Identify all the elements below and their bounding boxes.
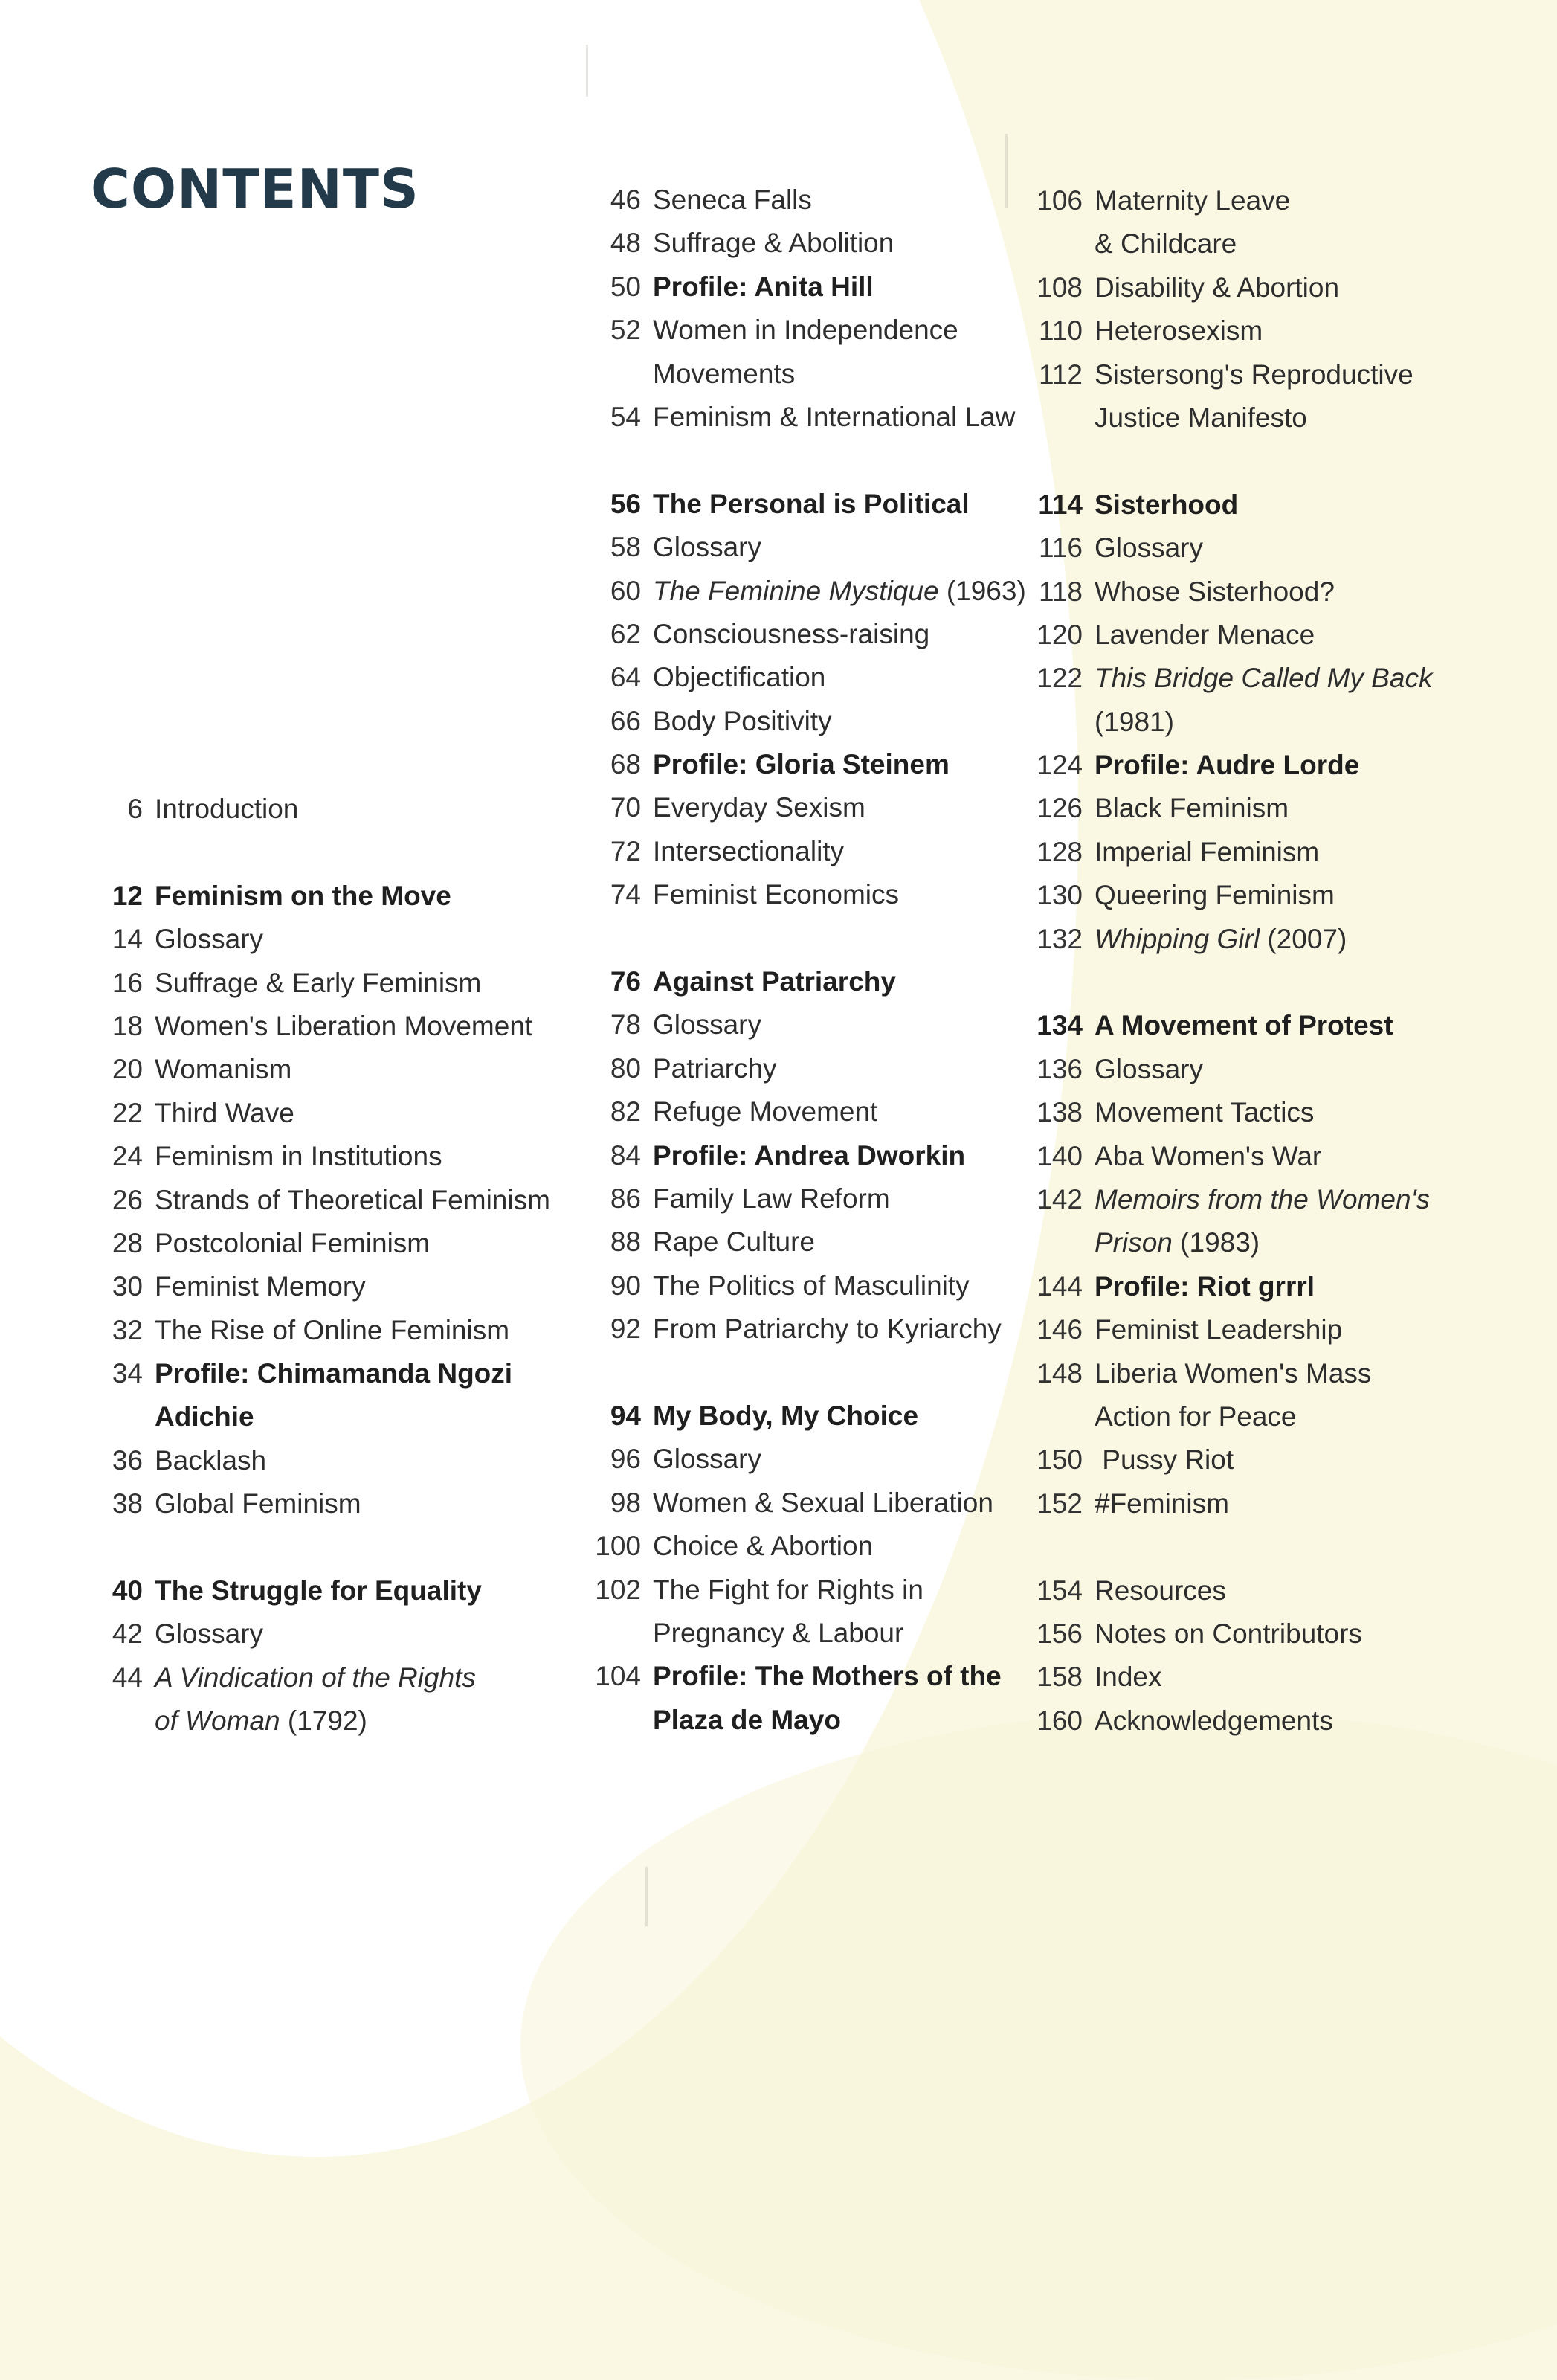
- page-number: 42: [112, 1618, 143, 1650]
- entry-title-text: The Personal is Political: [653, 488, 970, 519]
- entry-title-text: Aba Women's War: [1095, 1140, 1322, 1171]
- page-number: 86: [610, 1183, 641, 1214]
- page-number: 58: [610, 532, 641, 563]
- entry-title-text: Pussy Riot: [1095, 1444, 1234, 1476]
- page-number: 36: [112, 1444, 143, 1476]
- entry-title-text: The Rise of Online Feminism: [155, 1314, 510, 1345]
- page-number: 18: [112, 1010, 143, 1041]
- entry-title-continuation: [1095, 1395, 1296, 1438]
- toc-entry[interactable]: [0, 831, 1432, 874]
- page-number: 74: [610, 879, 641, 910]
- page-number: 156: [1037, 1618, 1083, 1649]
- entry-title: [1095, 309, 1263, 353]
- entry-title-text: Feminism in Institutions: [155, 1141, 442, 1172]
- entry-title: [1095, 570, 1335, 614]
- entry-title: [1095, 1308, 1342, 1351]
- entry-continuation-text: Pregnancy & Labour: [653, 1617, 904, 1648]
- entry-title-text: Lavender Menace: [1095, 619, 1315, 650]
- entry-title: [1095, 266, 1339, 309]
- page-number: 34: [112, 1358, 143, 1389]
- page-number: 30: [112, 1271, 143, 1302]
- entry-title-text: Profile: Audre Lorde: [1095, 750, 1360, 781]
- entry-title-text: Introduction: [155, 794, 299, 824]
- entry-title-text: Patriarchy: [653, 1052, 777, 1084]
- entry-title-text: Feminism & International Law: [653, 401, 1016, 432]
- page-number: 134: [1037, 1010, 1083, 1041]
- page-number: 50: [610, 271, 641, 302]
- entry-title-text: Postcolonial Feminism: [155, 1227, 431, 1258]
- page-number: 96: [610, 1444, 641, 1475]
- entry-title: [1095, 1569, 1226, 1612]
- page-number: 136: [1037, 1053, 1083, 1084]
- entry-title-italic: The Feminine Mystique: [653, 575, 939, 606]
- toc-entry[interactable]: [0, 1656, 1432, 1699]
- entry-title-text: Global Feminism: [155, 1488, 361, 1519]
- page-number: 88: [610, 1226, 641, 1258]
- page-number: 148: [1037, 1357, 1083, 1389]
- toc-entry[interactable]: [0, 1699, 1432, 1743]
- page-number: 112: [1039, 358, 1083, 390]
- toc-entry[interactable]: [0, 179, 1432, 266]
- entry-title-text: Glossary: [653, 532, 761, 563]
- entry-title-italic: A Vindication of the Rights: [155, 1662, 476, 1693]
- page-number: 46: [610, 184, 641, 215]
- entry-title-year: (2007): [1260, 923, 1347, 954]
- entry-title: [1095, 527, 1203, 570]
- entry-title-text: Profile: Chimamanda Ngozi: [155, 1358, 513, 1389]
- entry-title-text: Suffrage & Early Feminism: [155, 967, 482, 998]
- entry-title: [1095, 1352, 1371, 1395]
- toc-entry[interactable]: [0, 1135, 1432, 1178]
- page-number: 106: [1037, 185, 1083, 216]
- entry-title-text: Glossary: [653, 1009, 761, 1041]
- entry-title-text: Feminism on the Move: [155, 880, 451, 911]
- entry-title-text: Refuge Movement: [653, 1096, 878, 1128]
- entry-title-text: Profile: The Mothers of the: [653, 1661, 1002, 1692]
- toc-entry[interactable]: [0, 614, 1432, 657]
- entry-continuation-text: Adichie: [155, 1401, 254, 1432]
- page-number: 54: [610, 401, 641, 432]
- section-spacer: [0, 961, 1432, 1004]
- page-number: 100: [595, 1531, 641, 1562]
- page-number: 158: [1037, 1662, 1083, 1693]
- entry-title: [1095, 1438, 1234, 1482]
- toc-entry[interactable]: [0, 527, 1432, 570]
- entry-title-text: Black Feminism: [1095, 793, 1289, 824]
- entry-title-text: Intersectionality: [653, 835, 845, 866]
- entry-title: [1095, 1656, 1162, 1699]
- entry-title-text: #Feminism: [1095, 1488, 1229, 1519]
- entry-title-text: Third Wave: [155, 1097, 294, 1128]
- entry-title-text: Glossary: [653, 1444, 761, 1475]
- entry-title-text: Profile: Anita Hill: [653, 271, 874, 302]
- entry-title: [1095, 1004, 1393, 1047]
- entry-title-italic: Whipping Girl: [1095, 923, 1260, 954]
- entry-continuation-text: Justice Manifesto: [1095, 402, 1307, 433]
- entry-title-continuation: [1095, 701, 1174, 744]
- toc-entry[interactable]: [0, 570, 1432, 614]
- entry-title-text: The Politics of Masculinity: [653, 1270, 970, 1301]
- entry-title-text: Sisterhood: [1095, 489, 1239, 520]
- page-number: 28: [112, 1227, 143, 1258]
- entry-title-text: Family Law Reform: [653, 1183, 890, 1214]
- entry-title: [1095, 1482, 1229, 1525]
- page-number: 118: [1039, 576, 1083, 607]
- entry-title: [1095, 1265, 1315, 1308]
- page-number: 48: [610, 228, 641, 259]
- entry-continuation-text: (1983): [1172, 1227, 1260, 1258]
- toc-entry[interactable]: [0, 874, 1432, 917]
- page-number: 150: [1037, 1444, 1083, 1476]
- page-number: 62: [610, 618, 641, 649]
- page-number: 104: [595, 1661, 641, 1692]
- entry-title-text: Feminist Memory: [155, 1271, 366, 1302]
- entry-title-text: The Fight for Rights in: [653, 1574, 923, 1605]
- page-number: 24: [112, 1141, 143, 1172]
- page-number: 138: [1037, 1097, 1083, 1128]
- toc-entry[interactable]: [0, 1438, 1432, 1482]
- entry-title-text: Sistersong's Reproductive: [1095, 358, 1413, 390]
- page-number: 114: [1038, 489, 1083, 520]
- section-spacer: [0, 1525, 1432, 1569]
- entry-title-text: From Patriarchy to Kyriarchy: [653, 1313, 1002, 1345]
- page-number: 40: [112, 1575, 143, 1606]
- entry-title-text: Consciousness-raising: [653, 618, 930, 649]
- page-number: 94: [610, 1400, 641, 1431]
- page-number: 22: [112, 1097, 143, 1128]
- page-number: 132: [1037, 923, 1083, 954]
- entry-title-text: Profile: Gloria Steinem: [653, 749, 950, 780]
- entry-title-text: Glossary: [1095, 533, 1203, 564]
- page-number: 102: [595, 1574, 641, 1605]
- entry-continuation-text: Movements: [653, 358, 796, 389]
- entry-title-text: Seneca Falls: [653, 184, 812, 215]
- toc-section-heading[interactable]: [0, 1004, 1432, 1047]
- page-number: 60: [610, 575, 641, 606]
- entry-title: [1095, 1178, 1430, 1221]
- entry-title-text: Imperial Feminism: [1095, 836, 1320, 867]
- toc-entry[interactable]: [0, 1048, 1432, 1091]
- page-number: 142: [1037, 1183, 1083, 1215]
- entry-title-text: Glossary: [155, 924, 263, 955]
- toc-entry[interactable]: [0, 1265, 1432, 1308]
- entry-title-text: Choice & Abortion: [653, 1531, 874, 1562]
- entry-title-text: Liberia Women's Mass: [1095, 1357, 1372, 1389]
- page-number: 76: [610, 966, 641, 997]
- page-number: 20: [112, 1054, 143, 1085]
- page-number: 124: [1037, 750, 1083, 781]
- entry-title-text: Womanism: [155, 1054, 292, 1085]
- page-number: 16: [112, 967, 143, 998]
- page-number: 26: [112, 1184, 143, 1215]
- entry-title: [1095, 1699, 1333, 1743]
- entry-title-continuation: [1095, 222, 1237, 266]
- entry-title-text: Heterosexism: [1095, 315, 1263, 347]
- page-number: 44: [112, 1662, 143, 1693]
- toc-entry[interactable]: [0, 266, 1432, 309]
- entry-title-text: My Body, My Choice: [653, 1400, 919, 1431]
- entry-title: [1095, 1135, 1321, 1178]
- entry-title: [1095, 483, 1238, 527]
- toc-entry[interactable]: [0, 1091, 1432, 1134]
- entry-title-text: Profile: Riot grrrl: [1095, 1270, 1315, 1302]
- entry-title: [1095, 874, 1335, 917]
- page-number: 92: [610, 1313, 641, 1345]
- entry-title-text: Notes on Contributors: [1095, 1618, 1362, 1649]
- entry-title-text: Resources: [1095, 1575, 1226, 1606]
- page-number: 72: [610, 835, 641, 866]
- entry-title-text: Index: [1095, 1662, 1162, 1693]
- entry-title: [1095, 787, 1289, 830]
- page-number: 12: [112, 880, 143, 911]
- page-number: 66: [610, 705, 641, 736]
- entry-title-text: Feminist Economics: [653, 879, 900, 910]
- toc-entry[interactable]: [0, 353, 1432, 440]
- entry-continuation-text: (1981): [1095, 706, 1174, 737]
- entry-continuation-text: & Childcare: [1095, 228, 1237, 260]
- page-number: 80: [610, 1052, 641, 1084]
- toc-entry[interactable]: [0, 787, 1432, 830]
- toc-entry[interactable]: [0, 1308, 1432, 1351]
- page-number: 68: [610, 749, 641, 780]
- entry-title-text: Rape Culture: [653, 1226, 816, 1258]
- page-title: CONTENTS: [91, 158, 419, 220]
- entry-title-text: Whose Sisterhood?: [1095, 576, 1335, 607]
- toc-column-right: [0, 179, 1432, 1743]
- entry-title-text: Body Positivity: [653, 705, 832, 736]
- toc-entry[interactable]: [0, 657, 1432, 744]
- entry-title-text: Women in Independence: [653, 315, 958, 346]
- page-number: 128: [1037, 836, 1083, 867]
- toc-section-heading[interactable]: [0, 483, 1432, 527]
- entry-continuation-italic: Prison: [1095, 1227, 1173, 1258]
- paper-scuff-mark: [586, 45, 588, 97]
- page-number: 160: [1037, 1705, 1083, 1736]
- entry-title-continuation: [1095, 1221, 1260, 1264]
- entry-title-italic: Memoirs from the Women's: [1095, 1183, 1431, 1215]
- entry-title: [1095, 1048, 1203, 1091]
- entry-title-text: A Movement of Protest: [1095, 1010, 1393, 1041]
- entry-title: [1095, 1091, 1314, 1134]
- toc-entry[interactable]: [0, 1569, 1432, 1612]
- entry-title-text: Maternity Leave: [1095, 185, 1291, 216]
- entry-title-text: Objectification: [653, 662, 826, 693]
- entry-title-text: Profile: Andrea Dworkin: [653, 1139, 966, 1171]
- toc-entry[interactable]: [0, 1482, 1432, 1525]
- entry-title-italic: This Bridge Called My Back: [1095, 663, 1433, 694]
- page-number: 98: [610, 1487, 641, 1518]
- page-number: 108: [1037, 271, 1083, 303]
- page-number: 152: [1037, 1488, 1083, 1519]
- page-number: 140: [1037, 1140, 1083, 1171]
- entry-title-text: Against Patriarchy: [653, 966, 896, 997]
- entry-title-text: Movement Tactics: [1095, 1097, 1315, 1128]
- entry-continuation-text: Plaza de Mayo: [653, 1704, 841, 1735]
- toc-entry[interactable]: [0, 1352, 1432, 1439]
- toc-entry[interactable]: [0, 1612, 1432, 1656]
- entry-title-year: (1963): [938, 575, 1026, 606]
- page-number: 6: [127, 794, 143, 824]
- toc-entry[interactable]: [0, 309, 1432, 353]
- section-spacer: [0, 440, 1432, 483]
- entry-title: [1095, 353, 1413, 396]
- page-number: 32: [112, 1314, 143, 1345]
- toc-entry[interactable]: [0, 744, 1432, 787]
- entry-title-text: The Struggle for Equality: [155, 1575, 482, 1606]
- entry-continuation-text: (1792): [280, 1705, 367, 1737]
- entry-title: [1095, 614, 1315, 657]
- page-number: 14: [112, 924, 143, 955]
- page-number: 146: [1037, 1314, 1083, 1345]
- page-number: 90: [610, 1270, 641, 1301]
- toc-entry[interactable]: [0, 918, 1432, 961]
- entry-title-text: Everyday Sexism: [653, 792, 865, 823]
- page-number: 56: [610, 488, 641, 519]
- page-number: 38: [112, 1488, 143, 1519]
- entry-title-text: Women & Sexual Liberation: [653, 1487, 993, 1518]
- page-number: 130: [1037, 880, 1083, 911]
- page-number: 64: [610, 662, 641, 693]
- entry-title: [1095, 179, 1290, 222]
- entry-title-text: Backlash: [155, 1444, 267, 1476]
- entry-title: [1095, 918, 1347, 961]
- entry-title: [1095, 831, 1319, 874]
- entry-title-text: Feminist Leadership: [1095, 1314, 1343, 1345]
- page-number: 70: [610, 792, 641, 823]
- page-number: 78: [610, 1009, 641, 1041]
- entry-title: [1095, 744, 1359, 787]
- page-number: 144: [1037, 1270, 1083, 1302]
- entry-continuation-italic: of Woman: [155, 1705, 280, 1737]
- paper-scuff-mark: [645, 1867, 648, 1926]
- entry-title-text: Queering Feminism: [1095, 880, 1335, 911]
- toc-entry[interactable]: [0, 1178, 1432, 1265]
- entry-title-text: Glossary: [1095, 1053, 1203, 1084]
- entry-title-text: Acknowledgements: [1095, 1705, 1333, 1736]
- page-number: 116: [1039, 533, 1083, 564]
- entry-title-text: Suffrage & Abolition: [653, 228, 894, 259]
- page-number: 122: [1037, 663, 1083, 694]
- entry-title-text: Strands of Theoretical Feminism: [155, 1184, 550, 1215]
- page-number: 82: [610, 1096, 641, 1128]
- entry-title-text: Women's Liberation Movement: [155, 1010, 533, 1041]
- page-number: 120: [1037, 619, 1083, 650]
- entry-title-text: Disability & Abortion: [1095, 271, 1340, 303]
- page-number: 84: [610, 1139, 641, 1171]
- page-number: 52: [610, 315, 641, 346]
- page-number: 126: [1037, 793, 1083, 824]
- entry-title: [1095, 1612, 1362, 1656]
- entry-title-text: Glossary: [155, 1618, 263, 1650]
- page-number: 110: [1039, 315, 1083, 347]
- entry-title: [1095, 657, 1432, 700]
- entry-title-continuation: [1095, 396, 1307, 440]
- entry-continuation-text: Action for Peace: [1095, 1400, 1297, 1432]
- page-number: 154: [1037, 1575, 1083, 1606]
